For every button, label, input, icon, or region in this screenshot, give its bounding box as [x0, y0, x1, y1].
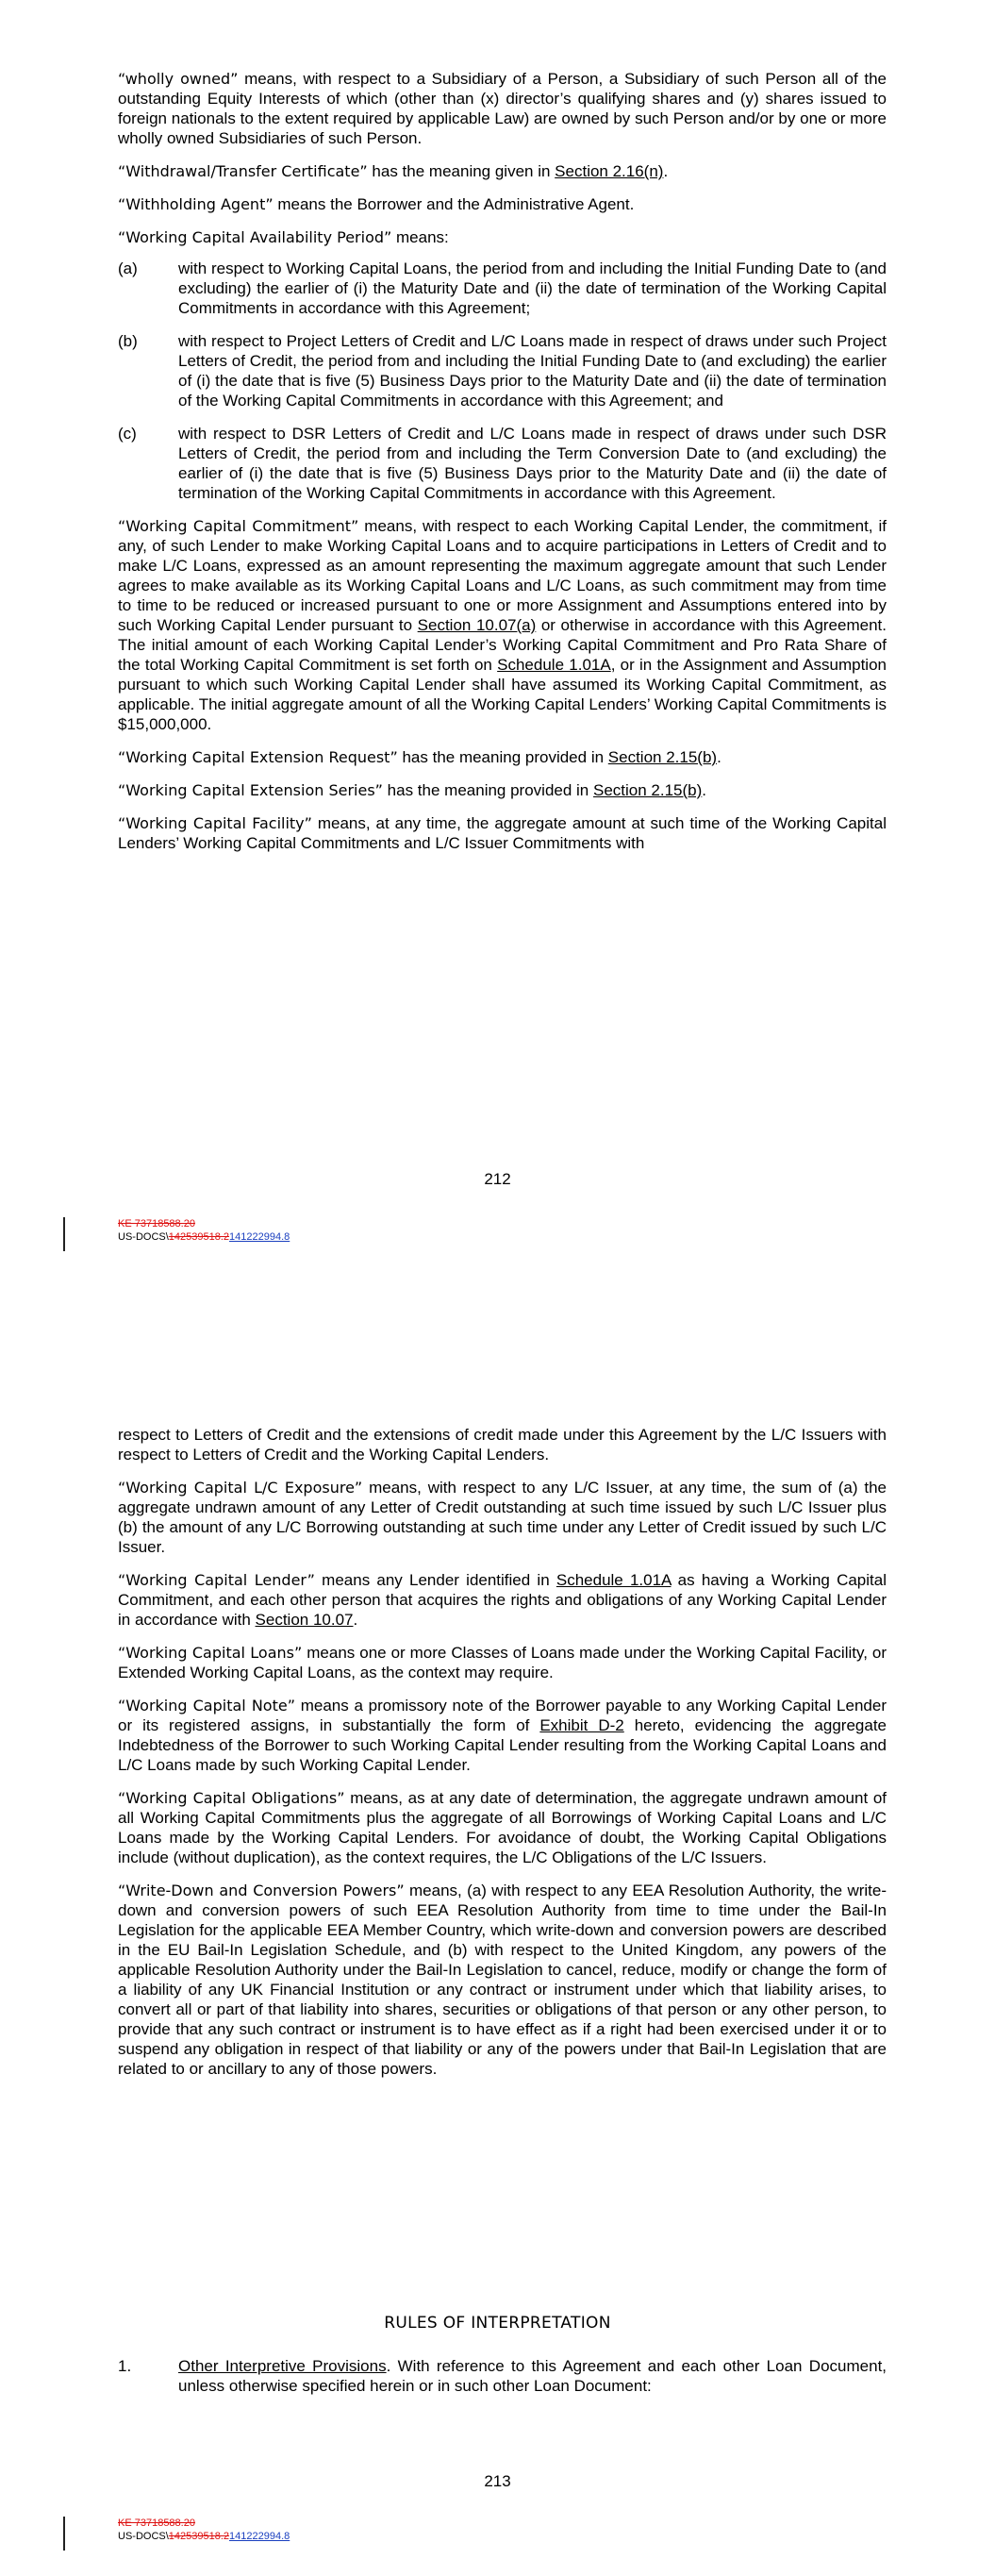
definition-wc-loans: “Working Capital Loans” means one or more Classes of Loans made under the Working Capital Facility, or Extended Working Capital Loans, as the context may require. — [118, 1644, 887, 1681]
page-number: 213 — [484, 2472, 511, 2490]
defined-term: “Working Capital L/C Exposure” — [118, 1479, 363, 1497]
section-reference-link[interactable]: Section 10.07 — [255, 1611, 354, 1629]
rule-1 — [118, 2356, 887, 2396]
definition-wc-lc-exposure: “Working Capital L/C Exposure” means, with respect to any L/C Issuer, at any time, the sum of (a) the aggregate undrawn amount of any Letter of Credit outstanding at such time issued by such L/C Issuer plus (b) the amount of any L/C Borrowing outstanding at such time under any Letter of Credit issued by such L/C Issuer. — [118, 1479, 887, 1556]
list-item: (a) with respect to Working Capital Loans, the period from and including the Initial Funding Date to (and excluding) the earlier of (i) the Maturity Date and (ii) the date of termination of the Working Capital Commitments in accordance with this Agreement; — [118, 259, 887, 317]
definition-continuation: respect to Letters of Credit and the extensions of credit made under this Agreement by the L/C Issuers with respect to Letters of Credit and the Working Capital Lenders. — [118, 1426, 887, 1464]
defined-term: “Working Capital Extension Request” — [118, 748, 398, 766]
page-2-body — [118, 1425, 887, 2079]
defined-term: “Working Capital Lender” — [118, 1571, 315, 1589]
defined-term: “Working Capital Commitment” — [118, 517, 359, 535]
section-reference-link[interactable]: Section 2.16(n) — [555, 162, 664, 180]
defined-term: “Withdrawal/Transfer Certificate” — [118, 162, 368, 180]
schedule-reference-link[interactable]: Schedule 1.01A — [497, 656, 611, 674]
defined-term: “wholly owned” — [118, 70, 239, 88]
list-item: 1. Other Interpretive Provisions. With reference to this Agreement and each other Loan Document, unless otherwise specified herein or in such other Loan Document: — [118, 2357, 887, 2395]
definition-wc-facility: “Working Capital Facility” means, at any time, the aggregate amount at such time of the Working Capital Lenders’ Working Capital Commitments and L/C Issuer Commitments with — [118, 814, 887, 852]
list-item-label: (b) — [118, 332, 138, 350]
definition-wc-availability-period: “Working Capital Availability Period” means: — [118, 228, 449, 246]
definition-wc-commitment: “Working Capital Commitment” means, with respect to each Working Capital Lender, the commitment, if any, of such Lender to make Working Capital Loans and to acquire participations in Letters of Credit and to make L/C Loans, expressed as an amount representing the maximum aggregate amount that such Lender agrees to make available as its Working Capital Loans and L/C Loans, as such commitment may from time to time to be reduced or increased pursuant to one or more Assignment and Assumptions entered into by such Working Capital Lender pursuant to Section 10.07(a) or otherwise in accordance with this Agreement. The initial amount of each Working Capital Lender’s Working Capital Commitment and Pro Rata Share of the total Working Capital Commitment is set forth on Schedule 1.01A, or in the Assignment and Assumption pursuant to which such Working Capital Lender shall have assumed its Working Capital Commitment, as applicable. The initial aggregate amount of all the Working Capital Lenders’ Working Capital Commitments is $15,000,000. — [118, 517, 887, 733]
definition-wholly-owned: “wholly owned” means, with respect to a Subsidiary of a Person, a Subsidiary of such Person all of the outstanding Equity Interests of which (other than (x) director’s qualifying shares and (y) shares issued to foreign nationals to the extent required by applicable Law) are owned by such Person and/or by one or more wholly owned Subsidiaries of such Person. — [118, 70, 887, 147]
defined-term: “Working Capital Availability Period” — [118, 228, 392, 246]
rule-title: Other Interpretive Provisions — [178, 2357, 387, 2375]
exhibit-reference-link[interactable]: Exhibit D-2 — [539, 1716, 624, 1734]
definition-wc-lender: “Working Capital Lender” means any Lender identified in Schedule 1.01A as having a Working Capital Commitment, and each other person that acquires the rights and obligations of any Working Capital Lender in accordance with Section 10.07. — [118, 1571, 887, 1629]
defined-term: “Withholding Agent” — [118, 195, 274, 213]
defined-term: “Write-Down and Conversion Powers” — [118, 1882, 405, 1899]
definition-wc-note: “Working Capital Note” means a promissory note of the Borrower payable to any Working Capital Lender or its registered assigns, in substantially the form of Exhibit D-2 hereto, evidencing the aggregate Indebtedness of the Borrower to such Working Capital Lender resulting from the Working Capital Loans and L/C Loans made by such Working Capital Lender. — [118, 1697, 887, 1774]
section-heading: RULES OF INTERPRETATION — [384, 2314, 611, 2333]
section-reference-link[interactable]: Section 2.15(b) — [607, 748, 718, 766]
section-reference-link[interactable]: Section 10.07(a) — [417, 616, 537, 634]
page-1-body — [118, 69, 887, 853]
defined-term: “Working Capital Facility” — [118, 814, 312, 832]
list-item-label: 1. — [118, 2357, 132, 2375]
change-bar — [63, 2517, 65, 2551]
defined-term: “Working Capital Loans” — [118, 1644, 303, 1662]
definition-wc-extension-series: “Working Capital Extension Series” has the meaning provided in Section 2.15(b). — [118, 781, 707, 799]
footer-doc-id: US-DOCS\142539518.2141222994.8 — [118, 2531, 290, 2542]
change-bar — [63, 1217, 65, 1251]
definition-write-down-conversion-powers: “Write-Down and Conversion Powers” means, (a) with respect to any EEA Resolution Authority, the write-down and conversion powers of such EEA Resolution Authority from time to time under the Bail-In Legislation for the applicable EEA Member Country, which write-down and conversion powers are described in the EU Bail-In Legislation Schedule, and (b) with respect to the United Kingdom, any powers of the applicable Resolution Authority under the Bail-In Legislation to cancel, reduce, modify or change the form of a liability of any UK Financial Institution or any contract or instrument under which that liability arises, to convert all or part of that liability into shares, securities or obligations of that person or any other person, to provide that any such contract or instrument is to have effect as if a right had been exercised under it or to suspend any obligation in respect of that liability or any of the powers under that Bail-In Legislation that are related to or ancillary to any of those powers. — [118, 1882, 887, 2078]
footer-line-deleted: KE 73718588.20 — [118, 2517, 195, 2529]
section-reference-link[interactable]: Section 2.15(b) — [593, 781, 703, 799]
defined-term: “Working Capital Obligations” — [118, 1789, 345, 1807]
document-footer — [118, 1217, 290, 1244]
definition-withdrawal-transfer-certificate: “Withdrawal/Transfer Certificate” has the meaning given in Section 2.16(n). — [118, 162, 669, 180]
schedule-reference-link[interactable]: Schedule 1.01A — [556, 1571, 672, 1589]
footer-line-deleted: KE 73718588.20 — [118, 1218, 195, 1229]
list-item: (c) with respect to DSR Letters of Credit and L/C Loans made in respect of draws under such DSR Letters of Credit, the period from and including the Term Conversion Date to (and excluding) the earlier of (i) the date that is five (5) Business Days prior to the Maturity Date and (ii) the date of termination of the Working Capital Commitments in accordance with this Agreement. — [118, 425, 887, 502]
defined-term: “Working Capital Note” — [118, 1697, 295, 1715]
list-item-label: (a) — [118, 259, 138, 277]
footer-doc-id: US-DOCS\142539518.2141222994.8 — [118, 1231, 290, 1243]
list-item: (b) with respect to Project Letters of Credit and L/C Loans made in respect of draws under such Project Letters of Credit, the period from and including the Initial Funding Date to (and excluding) the earlier of (i) the date that is five (5) Business Days prior to the Maturity Date and (ii) the date of termination of the Working Capital Commitments in accordance with this Agreement; and — [118, 332, 887, 410]
definition-wc-obligations: “Working Capital Obligations” means, as at any date of determination, the aggregate undrawn amount of all Working Capital Commitments plus the aggregate of all Borrowings of Working Capital Loans and L/C Loans made by the Working Capital Lenders. For avoidance of doubt, the Working Capital Obligations include (without duplication), as the context requires, the L/C Obligations of the L/C Issuers. — [118, 1789, 887, 1866]
page-number: 212 — [484, 1170, 511, 1188]
document-footer — [118, 2517, 290, 2543]
definition-wc-extension-request: “Working Capital Extension Request” has the meaning provided in Section 2.15(b). — [118, 748, 721, 766]
definition-withholding-agent: “Withholding Agent” means the Borrower and the Administrative Agent. — [118, 195, 635, 213]
defined-term: “Working Capital Extension Series” — [118, 781, 383, 799]
list-item-label: (c) — [118, 425, 137, 443]
